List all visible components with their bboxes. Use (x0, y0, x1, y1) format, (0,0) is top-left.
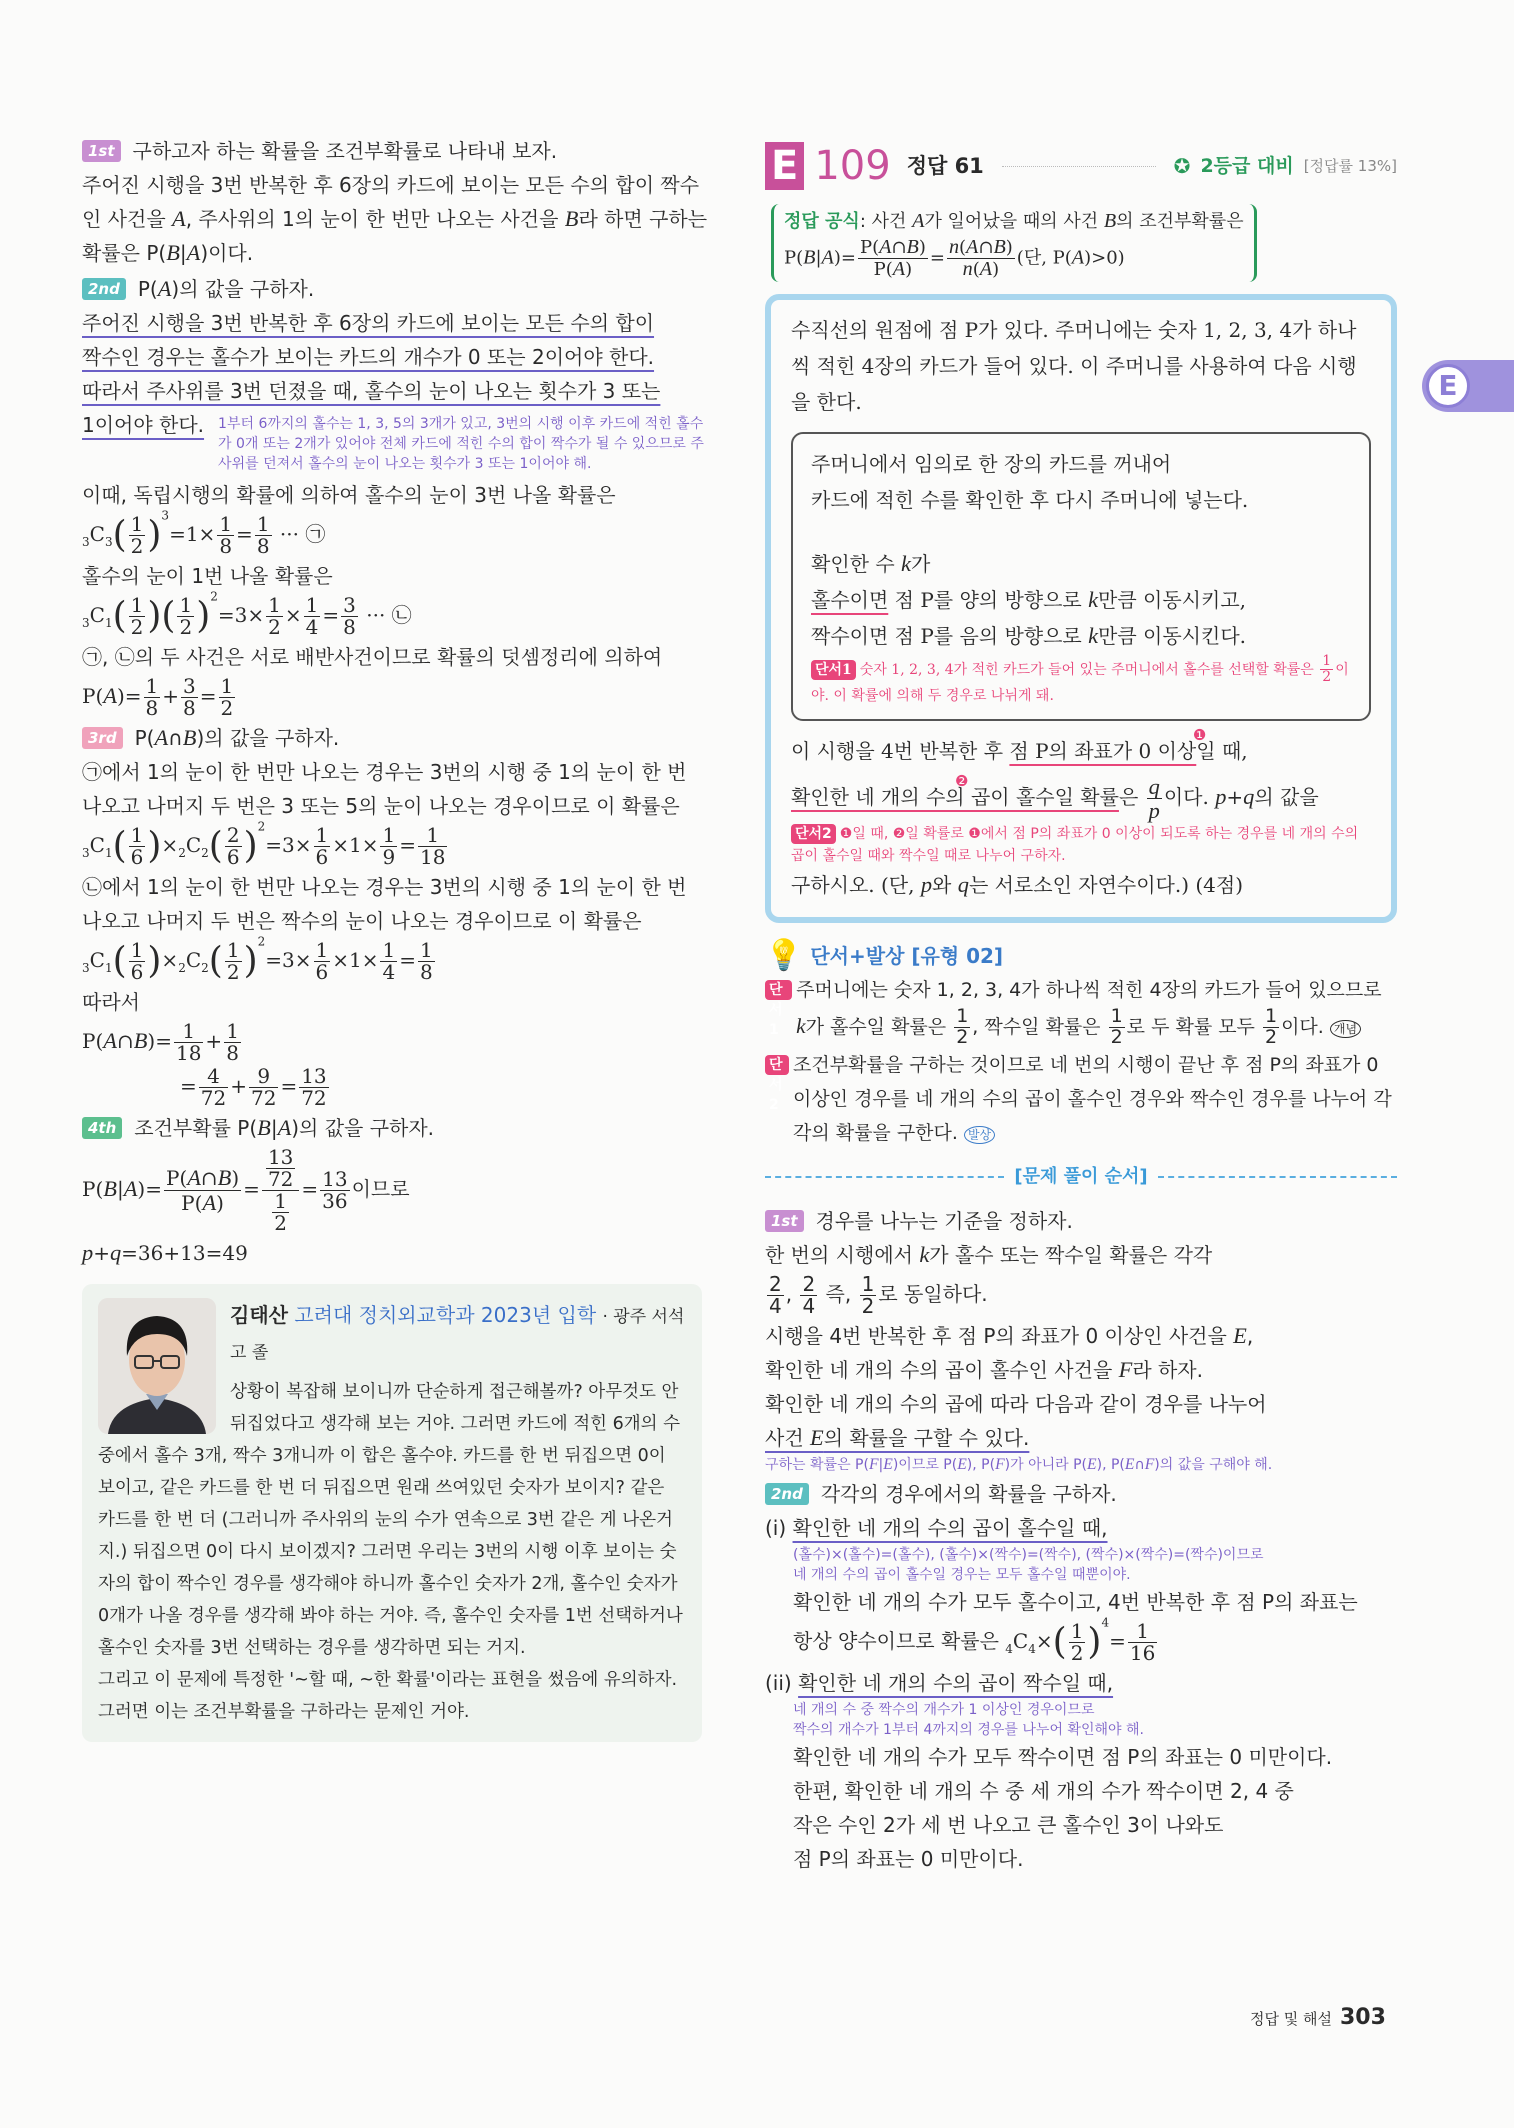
procedure-line-odd: 홀수이면 (811, 588, 889, 613)
idea-tag: 발상 (964, 1126, 995, 1144)
underlined-line: 짝수인 경우는 홀수가 보이는 카드의 개수가 0 또는 2이어야 한다. (82, 345, 655, 369)
left-column (82, 132, 712, 1742)
case-title: 확인한 네 개의 수의 곱이 짝수일 때, (798, 1670, 1114, 1695)
paragraph: ㉠, ㉡의 두 사건은 서로 배반사건이므로 확률의 덧셈정리에 의하여 (82, 645, 663, 669)
underlined-line: 1이어야 한다. (82, 413, 205, 437)
problem-header (765, 140, 1397, 192)
step-badge: 2nd (765, 1483, 809, 1505)
paragraph: 이때, 독립시행의 확률에 의하여 홀수의 눈이 3번 나올 확률은 (82, 483, 616, 507)
formula: P(A∩B)= $\frac{1}{18}$ + $\frac{1}{8}$ (82, 1019, 239, 1065)
target-text: 확인한 네 개의 수의 곱이 홀수일 확률 (791, 785, 1119, 810)
question-target (791, 772, 1119, 810)
marker-2: ❷ (954, 772, 969, 791)
clue-badge: 단서2 (765, 1055, 789, 1075)
correct-rate: [정답률 13%] (1303, 157, 1397, 175)
step-title: 각각의 경우에서의 확률을 구하자. (820, 1481, 1117, 1506)
hint-badge: 단서2 (791, 824, 836, 844)
chapter-side-tab[interactable] (1422, 360, 1514, 412)
question-condition (1009, 725, 1207, 763)
solution-line: 확인한 네 개의 수의 곱에 따라 다음과 같이 경우를 나누어 (765, 1391, 1267, 1416)
formula: $_3C_1$( $\frac{1}{2}$ )( $\frac{1}{2}$ )$^2$=3× $\frac{1}{2}$ × $\frac{1}{4}$ = $\frac{3}{8}$ ··· ㉡ (82, 589, 412, 639)
dotted-divider (1002, 166, 1156, 167)
side-note: 네 개의 수 중 짝수의 개수가 1 이상인 경우이므로 (793, 1701, 1095, 1718)
hint-text: 숫자 1, 2, 3, 4가 적힌 카드가 들어 있는 주머니에서 홀수를 선택할 확률은 $\frac{1}{2}$ 이야. 이 확률에 의해 두 경우로 나뉘게 돼. (811, 653, 1349, 704)
step-1st (82, 134, 712, 168)
procedure-line: 짝수이면 점 P를 음의 방향으로 k만큼 이동시킨다. (811, 623, 1247, 649)
step-badge: 3rd (82, 727, 123, 749)
question-text: 은 $\frac{q}{p}$ 이다. p+q의 값을 (1118, 773, 1319, 824)
formula: = $\frac{4}{72}$ + $\frac{9}{72}$ = $\frac{13}{72}$ (180, 1064, 327, 1110)
side-note: 짝수의 개수가 1부터 4까지의 경우를 나누어 확인해야 해. (793, 1721, 1144, 1738)
paragraph: 홀수의 눈이 1번 나올 확률은 (82, 564, 333, 588)
solution-line: 확인한 네 개의 수의 곱이 홀수인 사건을 F라 하자. (765, 1356, 1203, 1382)
case-label: (ii) (765, 1670, 792, 1695)
solution-line: 작은 수인 2가 세 번 나오고 큰 홀수인 3이 나와도 (793, 1812, 1224, 1837)
step-title: P(A)의 값을 구하자. (137, 276, 315, 301)
footer-label: 정답 및 해설 (1250, 2010, 1332, 2028)
question-text: 일 때, (1196, 738, 1248, 763)
step-4th (82, 1111, 712, 1145)
formula: $_3C_1$( $\frac{1}{6}$ )$\times_2C_2$( $\frac{2}{6}$ )$^2$=3× $\frac{1}{6}$ ×1× $\frac{1}{9}$ = $\frac{1}{18}$ (82, 819, 446, 869)
solution-order-title: [문제 풀이 순서] (1014, 1165, 1148, 1187)
marker-1: ❶ (1192, 725, 1207, 744)
student-tip-text: 상황이 복잡해 보이니까 단순하게 접근해볼까? 아무것도 안 뒤집었다고 생각해 보는 거야. 그러면 카드에 적힌 6개의 수 중에서 홀수 3개, 짝수 3개니까 이 합은 홀수야. 카드를 한 번 뒤집으면 0이 보이고, 같은 카드를 한 번 더 뒤집으면 원래 쓰여있던 숫자가 보이지? 같은 카드를 한 번 더 (그러니까 주사위의 눈의 수가 연속으로 3번 같은 게 나온거지.) 뒤집으면 0이 다시 보이겠지? 그러면 우리는 3번의 시행 이후 보이는 숫자의 합이 짝수인 경우를 생각해야 하니까 홀수인 숫자가 2개, 홀수인 숫자가 0개가 나올 경우를 생각해 봐야 하는 거야. 즉, 홀수인 숫자를 1번 선택하거나 홀수인 숫자를 3번 선택하는 경우를 생각하면 되는 거지. (98, 1382, 683, 1658)
step-2nd (82, 272, 712, 306)
solution-line: 한 번의 시행에서 k가 홀수 또는 짝수일 확률은 각각 (765, 1241, 1213, 1267)
side-note: 구하는 확률은 P(F|E)이므로 P(E), P(F)가 아니라 P(E), P(E∩F)의 값을 구해야 해. (765, 1455, 1273, 1473)
paragraph: 주어진 시행을 3번 반복한 후 6장의 카드에 보이는 모든 수의 합이 짝수인 사건을 A, 주사위의 1의 눈이 한 번만 나오는 사건을 B라 하면 구하는 확률은 P(B|A)이다. (82, 173, 708, 265)
paragraph: 따라서 (82, 990, 140, 1014)
procedure-line: 점 P를 양의 방향으로 k만큼 이동시키고, (888, 587, 1247, 613)
formula: $_3C_3$( $\frac{1}{2}$ )$^3$=1× $\frac{1}{8}$ = $\frac{1}{8}$ ··· ㉠ (82, 508, 326, 558)
formula: $_3C_1$( $\frac{1}{6}$ )$\times_2C_2$( $\frac{1}{2}$ )$^2$=3× $\frac{1}{6}$ ×1× $\frac{1}{4}$ = $\frac{1}{8}$ (82, 934, 433, 984)
step-1st (765, 1204, 1397, 1238)
side-note: 1부터 6까지의 홀수는 1, 3, 5의 3개가 있고, 3번의 시행 이후 카드에 적힌 홀수가 0개 또는 2개가 있어야 전체 카드에 적힌 수의 합이 짝수가 될 수 있으므로 주사위를 던져서 홀수의 눈이 나오는 횟수가 3 또는 1이어야 해. (218, 416, 704, 472)
solution-line: 점 P의 좌표는 0 미만이다. (793, 1846, 1024, 1871)
underlined-line: 주어진 시행을 3번 반복한 후 6장의 카드에 보이는 모든 수의 합이 (82, 311, 655, 335)
student-name: 김태산 (230, 1303, 288, 1327)
condition-text: 점 P의 좌표가 0 이상 (1009, 738, 1197, 763)
clue-text: 조건부확률을 구하는 것이므로 네 번의 시행이 끝난 후 점 P의 좌표가 0 이상인 경우를 네 개의 수의 곱이 홀수인 경우와 짝수인 경우를 나누어 각각의 확률을 구한다. (792, 1053, 1392, 1144)
solution-line: 확인한 네 개의 수가 모두 짝수이면 점 P의 좌표는 0 미만이다. (793, 1744, 1333, 1769)
solution-formula: 항상 양수이므로 확률은 $_4C_4\times$( $\frac{1}{2}$ )$^4$= $\frac{1}{16}$ (793, 1615, 1156, 1665)
level-icon: ✪ (1173, 154, 1191, 178)
concept-tag: 개념 (1330, 1020, 1361, 1038)
student-tip-text: 그리고 이 문제에 특정한 '~할 때, ~한 확률'이라는 표현을 썼음에 유의하자. 그러면 이는 조건부확률을 구하라는 문제인 거야. (98, 1670, 678, 1722)
clue-list (765, 973, 1397, 1150)
formula-label: 정답 공식 (784, 211, 860, 232)
step-badge: 1st (82, 140, 121, 162)
paragraph: ㉡에서 1의 눈이 한 번만 나오는 경우는 3번의 시행 중 1의 눈이 한 번 나오고 나머지 두 번은 짝수의 눈이 나오는 경우이므로 이 확률은 (82, 875, 687, 933)
chapter-badge: E (765, 142, 804, 190)
step-badge: 4th (82, 1117, 122, 1139)
step-badge: 1st (765, 1210, 804, 1232)
formula: p+q=36+13=49 (82, 1240, 248, 1265)
problem-intro: 수직선의 원점에 점 P가 있다. 주머니에는 숫자 1, 2, 3, 4가 하나씩 적힌 4장의 카드가 들어 있다. 이 주머니를 사용하여 다음 시행을 한다. (791, 318, 1357, 415)
formula-box (771, 204, 1257, 282)
step-badge: 2nd (82, 278, 126, 300)
student-photo (98, 1298, 216, 1434)
formula-text: : 사건 A가 일어났을 때의 사건 B의 조건부확률은 (859, 210, 1244, 232)
side-note: 네 개의 수의 곱이 홀수일 경우는 모두 홀수일 때뿐이야. (793, 1566, 1131, 1583)
step-title: 구하고자 하는 확률을 조건부확률로 나타내 보자. (132, 139, 558, 163)
student-school: 고려대 정치외교학과 2023년 입학 (294, 1303, 597, 1327)
clue-header (765, 939, 1397, 973)
procedure-line: 확인한 수 k가 (811, 551, 931, 577)
solution-formula: $\frac{2}{4}$ , $\frac{2}{4}$ 즉, $\frac{1}{2}$ 로 동일하다. (769, 1271, 988, 1318)
chapter-tab-letter: E (1426, 364, 1470, 408)
hint-text: ❶일 때, ❷일 확률로 ❶에서 점 P의 좌표가 0 이상이 되도록 하는 경우를 네 개의 수의 곱이 홀수일 때와 짝수일 때로 나누어 구하자. (791, 825, 1359, 864)
page-number: 303 (1340, 2005, 1386, 2030)
answer-label: 정답 61 (906, 154, 984, 178)
procedure-line: 주머니에서 임의로 한 장의 카드를 꺼내어 (811, 452, 1172, 477)
lightbulb-head-icon: 💡 (765, 937, 803, 973)
solution-line: 시행을 4번 반복한 후 점 P의 좌표가 0 이상인 사건을 E, (765, 1322, 1254, 1348)
page-footer (1250, 2005, 1386, 2030)
clue-title: 단서+발상 [유형 02] (810, 943, 1004, 968)
solution-line: 확인한 네 개의 수가 모두 홀수이고, 4번 반복한 후 점 P의 좌표는 (793, 1589, 1358, 1614)
solution-line-underlined: 사건 E의 확률을 구할 수 있다. (765, 1424, 1030, 1450)
side-note: (홀수)×(홀수)=(홀수), (홀수)×(짝수)=(짝수), (짝수)×(짝수)=(짝수)이므로 (793, 1546, 1264, 1563)
problem-box (765, 294, 1397, 922)
clue-badge: 단서1 (765, 980, 792, 1000)
level-label: 2등급 대비 (1200, 155, 1294, 177)
step-3rd (82, 721, 712, 755)
formula: P(B|A)= $\frac{P(A\cap B)}{P(A)}$ = $\frac{\frac{13}{72}}{\frac{1}{2}}$ = $\frac{13}{36}$ 이므로 (82, 1145, 410, 1235)
hint-badge: 단서1 (811, 660, 856, 680)
step-title: 경우를 나누는 기준을 정하자. (815, 1208, 1073, 1233)
underlined-line: 따라서 주사위를 3번 던졌을 때, 홀수의 눈이 나오는 횟수가 3 또는 (82, 379, 661, 403)
procedure-box (791, 432, 1371, 720)
formula: P(A)= $\frac{1}{8}$ + $\frac{3}{8}$ = $\frac{1}{2}$ (82, 674, 234, 720)
student-tip-box (82, 1284, 702, 1742)
formula-equation: P(B|A)= $\frac{P(A\cap B)}{P(A)}$ = $\frac{n(A\cap B)}{n(A)}$ (단, P(A)>0) (784, 236, 1125, 281)
question-text: 구하시오. (단, p와 q는 서로소인 자연수이다.) (4점) (791, 871, 1244, 897)
procedure-line: 카드에 적힌 수를 확인한 후 다시 주머니에 넣는다. (811, 488, 1249, 513)
step-title: 조건부확률 P(B|A)의 값을 구하자. (134, 1115, 435, 1140)
right-column (765, 140, 1397, 1876)
question-text: 이 시행을 4번 반복한 후 (791, 738, 1010, 763)
step-title: P(A∩B)의 값을 구하자. (134, 725, 340, 750)
solution-line: 한편, 확인한 네 개의 수 중 세 개의 수가 짝수이면 2, 4 중 (793, 1778, 1294, 1803)
case-title: 확인한 네 개의 수의 곱이 홀수일 때, (792, 1515, 1108, 1540)
problem-number: 109 (814, 143, 891, 189)
clue-text: 주머니에는 숫자 1, 2, 3, 4가 하나씩 적힌 4장의 카드가 들어 있으므로 k가 홀수일 확률은 $\frac{1}{2}$ , 짝수일 확률은 $\frac{1}{2}$ 로 두 확률 모두 $\frac{1}{2}$ 이다. (796, 978, 1382, 1048)
student-highschool: · 광주 서석고 졸 (230, 1307, 685, 1363)
paragraph: ㉠에서 1의 눈이 한 번만 나오는 경우는 3번의 시행 중 1의 눈이 한 번 나오고 나머지 두 번은 3 또는 5의 눈이 나오는 경우이므로 이 확률은 (82, 760, 687, 818)
step-2nd (765, 1477, 1397, 1511)
solution-order-divider (765, 1160, 1397, 1194)
case-label: (i) (765, 1515, 787, 1540)
